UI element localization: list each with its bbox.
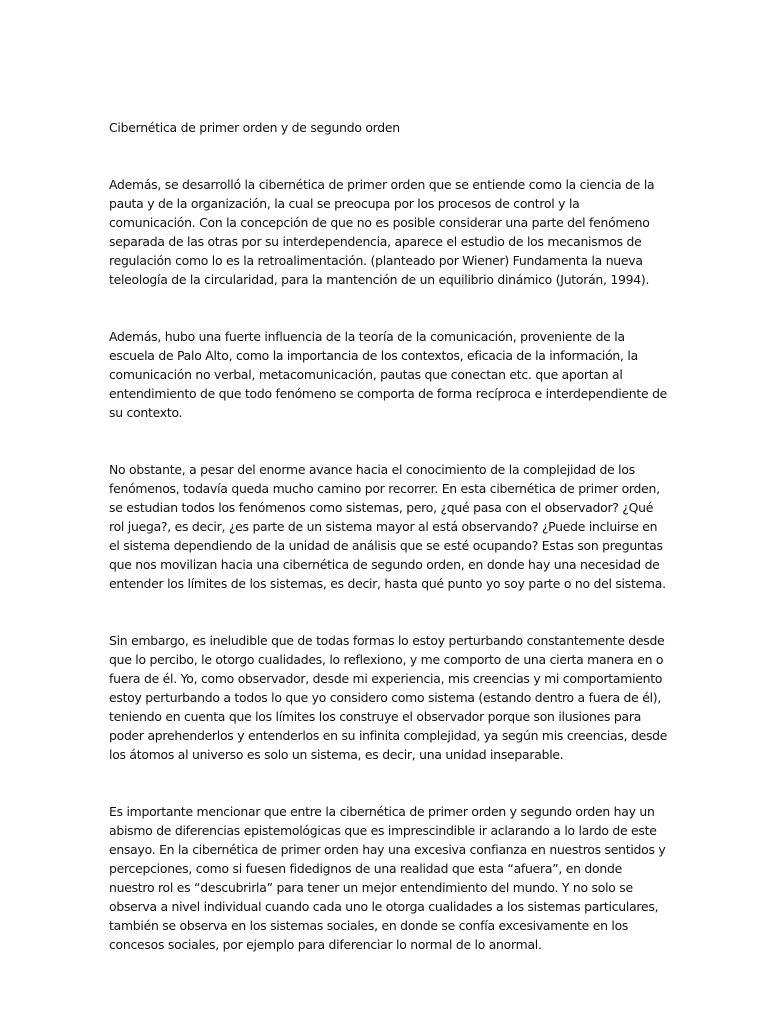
paragraph-5: Es importante mencionar que entre la cibernética de primer orden y segundo orden hay un abismo de diferencias epistemológicas que es imprescindible ir aclarando a lo lardo de este ensayo. En la cibernética de primer orden hay una excesiva confianza en nuestros sentidos y percepciones, como si fuesen fidedignos de una realidad que esta “afuera”, en donde nuestro rol es “descubrirla” para tener un mejor entendimiento del mundo. Y no solo se observa a nivel individual cuando cada uno le otorga cualidades a los sistemas particulares, también se observa en los sistemas sociales, en donde se confía excesivamente en los concesos sociales, por ejemplo para diferenciar lo normal de lo anormal.: [109, 804, 666, 952]
spacer: [109, 289, 669, 327]
paragraph-1: Además, se desarrolló la cibernética de primer orden que se entiende como la ciencia de la pauta y de la organización, la cual se preocupa por los procesos de control y la comunicación. Con la concepción de que no es posible considerar una parte del fenómeno separada de las otras por su interdependencia, aparece el estudio de los mecanismos de regulación como lo es la retroalimentación. (planteado por Wiener) Fundamenta la nueva teleología de la circularidad, para la mantención de un equilibrio dinámico (Jutorán, 1994).: [109, 177, 655, 287]
spacer: [109, 593, 669, 631]
document-title: Cibernética de primer orden y de segundo orden: [109, 120, 400, 135]
paragraph-4: Sin embargo, es ineludible que de todas formas lo estoy perturbando constantemente desde que lo percibo, le otorgo cualidades, lo reflexiono, y me comporto de una cierta manera en o fuera de él. Yo, como observador, desde mi experiencia, mis creencias y mi comportamiento estoy perturbando a todos lo que yo considero como sistema (estando dentro a fuera de él), teniendo en cuenta que los límites los construye el observador porque son ilusiones para poder aprehenderlos y entenderlos en su infinita complejidad, ya según mis creencias, desde los átomos al universo es solo un sistema, es decir, una unidad inseparable.: [109, 633, 668, 762]
paragraph-3: No obstante, a pesar del enorme avance hacia el conocimiento de la complejidad de los fenómenos, todavía queda mucho camino por recorrer. En esta cibernética de primer orden, se estudian todos los fenómenos como sistemas, pero, ¿qué pasa con el observador? ¿Qué rol juega?, es decir, ¿es parte de un sistema mayor al está observando? ¿Puede incluirse en el sistema dependiendo de la unidad de análisis que se esté ocupando? Estas son preguntas que nos movilizan hacia una cibernética de segundo orden, en donde hay una necesidad de entender los límites de los sistemas, es decir, hasta qué punto yo soy parte o no del sistema.: [109, 462, 666, 591]
spacer: [109, 422, 669, 460]
spacer: [109, 764, 669, 802]
paragraph-2: Además, hubo una fuerte influencia de la teoría de la comunicación, proveniente de la escuela de Palo Alto, como la importancia de los contextos, eficacia de la información, la comunicación no verbal, metacomunicación, pautas que conectan etc. que aportan al entendimiento de que todo fenómeno se comporta de forma recíproca e interdependiente de su contexto.: [109, 329, 668, 420]
spacer: [109, 137, 669, 175]
document-body: [109, 118, 669, 954]
